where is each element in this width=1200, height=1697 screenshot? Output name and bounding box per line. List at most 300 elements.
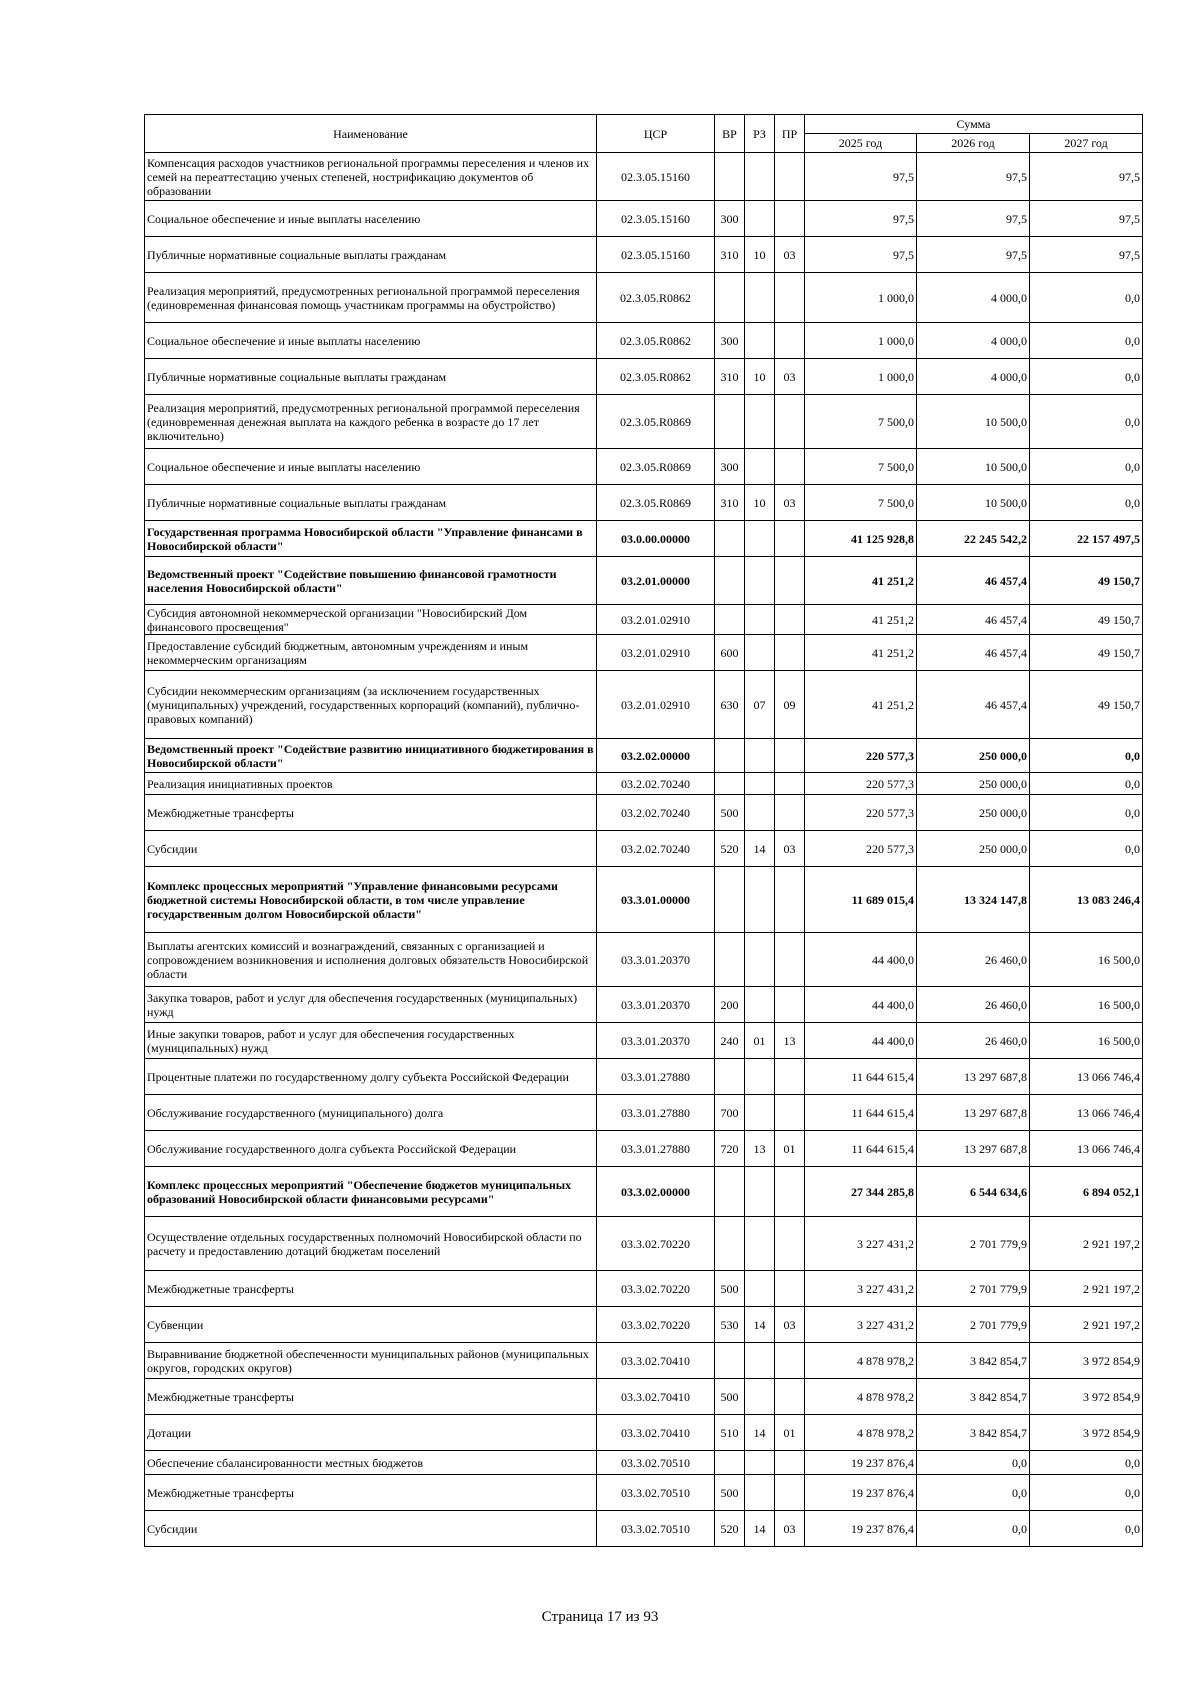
cell-vr <box>715 605 745 635</box>
cell-vr <box>715 739 745 773</box>
cell-vr: 520 <box>715 831 745 867</box>
cell-sum-2026: 26 460,0 <box>917 1023 1030 1059</box>
cell-sum-2025: 11 644 615,4 <box>805 1059 917 1095</box>
cell-sum-2027: 2 921 197,2 <box>1030 1217 1143 1271</box>
cell-name: Обслуживание государственного долга субъекта Российской Федерации <box>145 1131 597 1167</box>
cell-pr <box>775 795 805 831</box>
cell-vr <box>715 933 745 987</box>
cell-sum-2025: 1 000,0 <box>805 323 917 359</box>
cell-name: Субвенции <box>145 1307 597 1343</box>
cell-rz <box>745 1217 775 1271</box>
cell-pr <box>775 323 805 359</box>
header-year-2026: 2026 год <box>917 134 1030 153</box>
cell-vr <box>715 273 745 323</box>
cell-csr: 02.3.05.15160 <box>597 153 715 201</box>
cell-csr: 03.3.02.00000 <box>597 1167 715 1217</box>
cell-pr: 03 <box>775 485 805 521</box>
cell-sum-2025: 11 689 015,4 <box>805 867 917 933</box>
cell-rz: 13 <box>745 1131 775 1167</box>
cell-vr: 300 <box>715 201 745 237</box>
table-row <box>145 201 1143 237</box>
table-row <box>145 1307 1143 1343</box>
cell-csr: 02.3.05.R0869 <box>597 485 715 521</box>
cell-name: Субсидия автономной некоммерческой организации "Новосибирский Дом финансового просвещения" <box>145 605 597 635</box>
table-header <box>145 115 1143 153</box>
cell-csr: 02.3.05.R0862 <box>597 359 715 395</box>
table-row <box>145 485 1143 521</box>
header-vr: ВР <box>715 115 745 153</box>
table-row <box>145 933 1143 987</box>
table-row <box>145 671 1143 739</box>
cell-name: Процентные платежи по государственному долгу субъекта Российской Федерации <box>145 1059 597 1095</box>
cell-sum-2026: 10 500,0 <box>917 485 1030 521</box>
cell-rz <box>745 933 775 987</box>
cell-sum-2026: 4 000,0 <box>917 359 1030 395</box>
cell-pr <box>775 1271 805 1307</box>
table-row <box>145 1059 1143 1095</box>
cell-sum-2025: 41 251,2 <box>805 605 917 635</box>
cell-sum-2027: 0,0 <box>1030 831 1143 867</box>
cell-rz <box>745 1271 775 1307</box>
cell-vr: 310 <box>715 237 745 273</box>
cell-sum-2026: 6 544 634,6 <box>917 1167 1030 1217</box>
table-row <box>145 449 1143 485</box>
cell-rz <box>745 1343 775 1379</box>
cell-name: Публичные нормативные социальные выплаты гражданам <box>145 485 597 521</box>
table-row <box>145 1379 1143 1415</box>
cell-pr: 01 <box>775 1131 805 1167</box>
cell-sum-2025: 4 878 978,2 <box>805 1379 917 1415</box>
cell-sum-2027: 16 500,0 <box>1030 933 1143 987</box>
table-row <box>145 1343 1143 1379</box>
cell-name: Социальное обеспечение и иные выплаты населению <box>145 449 597 485</box>
cell-sum-2026: 97,5 <box>917 201 1030 237</box>
cell-pr <box>775 605 805 635</box>
cell-name: Субсидии <box>145 831 597 867</box>
cell-vr <box>715 153 745 201</box>
cell-name: Межбюджетные трансферты <box>145 1271 597 1307</box>
cell-sum-2026: 3 842 854,7 <box>917 1415 1030 1451</box>
cell-name: Субсидии <box>145 1511 597 1547</box>
cell-pr: 01 <box>775 1415 805 1451</box>
cell-csr: 03.3.01.20370 <box>597 1023 715 1059</box>
cell-pr <box>775 933 805 987</box>
cell-name: Выплаты агентских комиссий и вознаграждений, связанных с организацией и сопровождением возникновения и исполнения долговых обязательств Новосибирской области <box>145 933 597 987</box>
cell-sum-2027: 49 150,7 <box>1030 557 1143 605</box>
cell-csr: 03.2.01.02910 <box>597 671 715 739</box>
cell-sum-2027: 0,0 <box>1030 485 1143 521</box>
table-row <box>145 987 1143 1023</box>
cell-sum-2025: 19 237 876,4 <box>805 1475 917 1511</box>
cell-pr: 13 <box>775 1023 805 1059</box>
table-row <box>145 867 1143 933</box>
cell-name: Государственная программа Новосибирской области "Управление финансами в Новосибирской области" <box>145 521 597 557</box>
cell-sum-2026: 250 000,0 <box>917 773 1030 795</box>
cell-vr: 510 <box>715 1415 745 1451</box>
cell-csr: 02.3.05.15160 <box>597 201 715 237</box>
cell-sum-2026: 2 701 779,9 <box>917 1217 1030 1271</box>
header-pr: ПР <box>775 115 805 153</box>
table-row <box>145 323 1143 359</box>
table-row <box>145 237 1143 273</box>
cell-sum-2027: 97,5 <box>1030 237 1143 273</box>
cell-name: Реализация инициативных проектов <box>145 773 597 795</box>
cell-sum-2027: 3 972 854,9 <box>1030 1379 1143 1415</box>
cell-sum-2025: 41 125 928,8 <box>805 521 917 557</box>
cell-sum-2026: 3 842 854,7 <box>917 1343 1030 1379</box>
cell-pr <box>775 987 805 1023</box>
cell-pr <box>775 867 805 933</box>
cell-sum-2025: 44 400,0 <box>805 987 917 1023</box>
cell-csr: 03.3.02.70220 <box>597 1307 715 1343</box>
cell-sum-2025: 27 344 285,8 <box>805 1167 917 1217</box>
cell-sum-2027: 13 066 746,4 <box>1030 1095 1143 1131</box>
cell-name: Закупка товаров, работ и услуг для обеспечения государственных (муниципальных) нужд <box>145 987 597 1023</box>
cell-sum-2025: 1 000,0 <box>805 273 917 323</box>
header-csr: ЦСР <box>597 115 715 153</box>
cell-rz: 07 <box>745 671 775 739</box>
cell-vr: 300 <box>715 449 745 485</box>
cell-pr <box>775 449 805 485</box>
cell-pr <box>775 395 805 449</box>
cell-vr <box>715 1217 745 1271</box>
table-row <box>145 1415 1143 1451</box>
cell-vr <box>715 521 745 557</box>
cell-sum-2025: 11 644 615,4 <box>805 1095 917 1131</box>
cell-sum-2027: 0,0 <box>1030 395 1143 449</box>
cell-csr: 03.3.01.00000 <box>597 867 715 933</box>
cell-vr: 300 <box>715 323 745 359</box>
cell-name: Публичные нормативные социальные выплаты гражданам <box>145 237 597 273</box>
cell-name: Комплекс процессных мероприятий "Управление финансовыми ресурсами бюджетной системы Новосибирской области, в том числе управление государственным долгом Новосибирской области" <box>145 867 597 933</box>
cell-rz: 01 <box>745 1023 775 1059</box>
cell-pr <box>775 1475 805 1511</box>
cell-rz <box>745 987 775 1023</box>
cell-sum-2025: 97,5 <box>805 237 917 273</box>
cell-sum-2027: 0,0 <box>1030 323 1143 359</box>
header-year-2025: 2025 год <box>805 134 917 153</box>
cell-sum-2025: 19 237 876,4 <box>805 1451 917 1475</box>
table-row <box>145 635 1143 671</box>
cell-name: Реализация мероприятий, предусмотренных региональной программой переселения (единовременная денежная выплата на каждого ребенка в возрасте до 17 лет включительно) <box>145 395 597 449</box>
cell-vr <box>715 1167 745 1217</box>
cell-sum-2025: 19 237 876,4 <box>805 1511 917 1547</box>
cell-name: Субсидии некоммерческим организациям (за исключением государственных (муниципальных) учреждений, государственных корпораций (компаний), публично-правовых компаний) <box>145 671 597 739</box>
cell-pr <box>775 1217 805 1271</box>
cell-sum-2025: 220 577,3 <box>805 773 917 795</box>
cell-name: Реализация мероприятий, предусмотренных региональной программой переселения (единовременная финансовая помощь участникам программы на обустройство) <box>145 273 597 323</box>
cell-pr: 09 <box>775 671 805 739</box>
header-name: Наименование <box>145 115 597 153</box>
budget-table <box>144 114 1143 1547</box>
cell-vr: 520 <box>715 1511 745 1547</box>
cell-sum-2026: 26 460,0 <box>917 987 1030 1023</box>
cell-csr: 03.2.01.02910 <box>597 635 715 671</box>
cell-sum-2027: 13 066 746,4 <box>1030 1131 1143 1167</box>
cell-sum-2026: 46 457,4 <box>917 671 1030 739</box>
cell-sum-2026: 4 000,0 <box>917 273 1030 323</box>
cell-sum-2027: 49 150,7 <box>1030 635 1143 671</box>
cell-sum-2027: 0,0 <box>1030 449 1143 485</box>
cell-rz <box>745 521 775 557</box>
cell-name: Выравнивание бюджетной обеспеченности муниципальных районов (муниципальных округов, городских округов) <box>145 1343 597 1379</box>
cell-sum-2026: 0,0 <box>917 1475 1030 1511</box>
cell-sum-2025: 3 227 431,2 <box>805 1307 917 1343</box>
table-row <box>145 739 1143 773</box>
table-row <box>145 395 1143 449</box>
cell-sum-2025: 11 644 615,4 <box>805 1131 917 1167</box>
table-row <box>145 831 1143 867</box>
cell-sum-2025: 3 227 431,2 <box>805 1217 917 1271</box>
cell-csr: 03.2.02.00000 <box>597 739 715 773</box>
table-row <box>145 1167 1143 1217</box>
cell-csr: 02.3.05.15160 <box>597 237 715 273</box>
cell-sum-2026: 26 460,0 <box>917 933 1030 987</box>
cell-name: Публичные нормативные социальные выплаты гражданам <box>145 359 597 395</box>
cell-sum-2025: 7 500,0 <box>805 485 917 521</box>
cell-pr <box>775 521 805 557</box>
cell-pr <box>775 153 805 201</box>
cell-csr: 03.3.02.70410 <box>597 1343 715 1379</box>
cell-vr: 700 <box>715 1095 745 1131</box>
page-number: Страница 17 из 93 <box>541 1609 659 1625</box>
cell-sum-2025: 97,5 <box>805 201 917 237</box>
cell-sum-2027: 6 894 052,1 <box>1030 1167 1143 1217</box>
cell-csr: 03.2.02.70240 <box>597 795 715 831</box>
cell-sum-2026: 13 324 147,8 <box>917 867 1030 933</box>
cell-rz: 14 <box>745 831 775 867</box>
cell-sum-2025: 44 400,0 <box>805 1023 917 1059</box>
cell-sum-2027: 97,5 <box>1030 153 1143 201</box>
cell-csr: 03.0.00.00000 <box>597 521 715 557</box>
cell-vr: 200 <box>715 987 745 1023</box>
cell-sum-2027: 2 921 197,2 <box>1030 1271 1143 1307</box>
cell-name: Межбюджетные трансферты <box>145 795 597 831</box>
cell-name: Предоставление субсидий бюджетным, автономным учреждениям и иным некоммерческим организациям <box>145 635 597 671</box>
cell-sum-2026: 97,5 <box>917 237 1030 273</box>
cell-pr <box>775 1343 805 1379</box>
cell-sum-2026: 0,0 <box>917 1511 1030 1547</box>
cell-pr <box>775 1379 805 1415</box>
cell-rz <box>745 1379 775 1415</box>
cell-vr: 240 <box>715 1023 745 1059</box>
table-row <box>145 359 1143 395</box>
cell-rz <box>745 1059 775 1095</box>
cell-rz <box>745 795 775 831</box>
cell-csr: 02.3.05.R0869 <box>597 449 715 485</box>
table-row <box>145 1271 1143 1307</box>
cell-vr <box>715 773 745 795</box>
cell-sum-2025: 41 251,2 <box>805 671 917 739</box>
cell-sum-2025: 97,5 <box>805 153 917 201</box>
cell-vr: 600 <box>715 635 745 671</box>
cell-rz <box>745 867 775 933</box>
cell-vr: 310 <box>715 485 745 521</box>
cell-sum-2027: 0,0 <box>1030 1451 1143 1475</box>
cell-csr: 03.3.02.70510 <box>597 1511 715 1547</box>
cell-vr: 720 <box>715 1131 745 1167</box>
cell-vr <box>715 1343 745 1379</box>
cell-rz <box>745 1475 775 1511</box>
cell-vr: 500 <box>715 1379 745 1415</box>
cell-name: Межбюджетные трансферты <box>145 1379 597 1415</box>
cell-sum-2026: 13 297 687,8 <box>917 1131 1030 1167</box>
cell-pr <box>775 1167 805 1217</box>
cell-sum-2025: 44 400,0 <box>805 933 917 987</box>
cell-pr: 03 <box>775 237 805 273</box>
cell-pr <box>775 1095 805 1131</box>
cell-sum-2026: 250 000,0 <box>917 795 1030 831</box>
cell-rz <box>745 273 775 323</box>
cell-name: Осуществление отдельных государственных полномочий Новосибирской области по расчету и предоставлению дотаций бюджетам поселений <box>145 1217 597 1271</box>
cell-csr: 02.3.05.R0862 <box>597 273 715 323</box>
cell-sum-2026: 22 245 542,2 <box>917 521 1030 557</box>
table-row <box>145 605 1143 635</box>
table-row <box>145 1475 1143 1511</box>
cell-name: Комплекс процессных мероприятий "Обеспечение бюджетов муниципальных образований Новосибирской области финансовыми ресурсами" <box>145 1167 597 1217</box>
cell-pr <box>775 557 805 605</box>
cell-rz <box>745 557 775 605</box>
cell-sum-2026: 97,5 <box>917 153 1030 201</box>
cell-sum-2027: 13 083 246,4 <box>1030 867 1143 933</box>
cell-sum-2027: 3 972 854,9 <box>1030 1343 1143 1379</box>
cell-rz <box>745 201 775 237</box>
cell-sum-2026: 250 000,0 <box>917 831 1030 867</box>
cell-sum-2027: 0,0 <box>1030 739 1143 773</box>
cell-rz <box>745 739 775 773</box>
cell-csr: 03.2.01.02910 <box>597 605 715 635</box>
cell-sum-2027: 2 921 197,2 <box>1030 1307 1143 1343</box>
cell-sum-2026: 4 000,0 <box>917 323 1030 359</box>
cell-sum-2025: 220 577,3 <box>805 831 917 867</box>
cell-vr: 530 <box>715 1307 745 1343</box>
cell-sum-2027: 0,0 <box>1030 773 1143 795</box>
cell-sum-2025: 220 577,3 <box>805 739 917 773</box>
cell-sum-2025: 7 500,0 <box>805 449 917 485</box>
cell-pr: 03 <box>775 1307 805 1343</box>
cell-sum-2025: 4 878 978,2 <box>805 1343 917 1379</box>
cell-csr: 02.3.05.R0862 <box>597 323 715 359</box>
cell-rz <box>745 449 775 485</box>
cell-vr <box>715 1451 745 1475</box>
table-row <box>145 1217 1143 1271</box>
cell-csr: 03.3.02.70220 <box>597 1217 715 1271</box>
cell-vr <box>715 1059 745 1095</box>
cell-sum-2027: 0,0 <box>1030 1511 1143 1547</box>
cell-rz <box>745 773 775 795</box>
table-row <box>145 273 1143 323</box>
cell-sum-2026: 46 457,4 <box>917 605 1030 635</box>
cell-rz <box>745 395 775 449</box>
cell-sum-2026: 10 500,0 <box>917 449 1030 485</box>
cell-pr <box>775 635 805 671</box>
cell-rz <box>745 605 775 635</box>
cell-sum-2025: 220 577,3 <box>805 795 917 831</box>
cell-name: Ведомственный проект "Содействие повышению финансовой грамотности населения Новосибирской области" <box>145 557 597 605</box>
cell-name: Социальное обеспечение и иные выплаты населению <box>145 323 597 359</box>
cell-sum-2027: 0,0 <box>1030 795 1143 831</box>
cell-sum-2025: 7 500,0 <box>805 395 917 449</box>
cell-sum-2026: 46 457,4 <box>917 635 1030 671</box>
cell-sum-2027: 3 972 854,9 <box>1030 1415 1143 1451</box>
cell-rz: 14 <box>745 1307 775 1343</box>
cell-rz: 10 <box>745 237 775 273</box>
cell-pr <box>775 1451 805 1475</box>
cell-vr: 500 <box>715 795 745 831</box>
cell-pr <box>775 1059 805 1095</box>
cell-sum-2026: 0,0 <box>917 1451 1030 1475</box>
cell-pr: 03 <box>775 831 805 867</box>
table-row <box>145 1511 1143 1547</box>
header-year-2027: 2027 год <box>1030 134 1143 153</box>
table-row <box>145 1131 1143 1167</box>
cell-pr: 03 <box>775 359 805 395</box>
cell-sum-2026: 10 500,0 <box>917 395 1030 449</box>
cell-name: Иные закупки товаров, работ и услуг для обеспечения государственных (муниципальных) нужд <box>145 1023 597 1059</box>
cell-rz <box>745 1451 775 1475</box>
cell-pr <box>775 773 805 795</box>
cell-sum-2027: 97,5 <box>1030 201 1143 237</box>
cell-sum-2027: 0,0 <box>1030 1475 1143 1511</box>
cell-rz: 10 <box>745 359 775 395</box>
cell-sum-2025: 3 227 431,2 <box>805 1271 917 1307</box>
cell-csr: 03.3.02.70510 <box>597 1451 715 1475</box>
table-row <box>145 521 1143 557</box>
cell-pr: 03 <box>775 1511 805 1547</box>
cell-rz: 14 <box>745 1511 775 1547</box>
cell-sum-2026: 46 457,4 <box>917 557 1030 605</box>
cell-sum-2027: 22 157 497,5 <box>1030 521 1143 557</box>
header-sum: Сумма <box>805 115 1143 134</box>
cell-sum-2026: 13 297 687,8 <box>917 1095 1030 1131</box>
cell-csr: 03.3.02.70220 <box>597 1271 715 1307</box>
cell-rz: 14 <box>745 1415 775 1451</box>
cell-pr <box>775 273 805 323</box>
cell-sum-2027: 16 500,0 <box>1030 987 1143 1023</box>
cell-rz <box>745 1167 775 1217</box>
cell-csr: 03.3.01.20370 <box>597 987 715 1023</box>
cell-sum-2027: 16 500,0 <box>1030 1023 1143 1059</box>
cell-vr <box>715 395 745 449</box>
cell-name: Обеспечение сбалансированности местных бюджетов <box>145 1451 597 1475</box>
cell-csr: 03.3.01.27880 <box>597 1059 715 1095</box>
table-row <box>145 1451 1143 1475</box>
cell-vr <box>715 867 745 933</box>
table-row <box>145 1095 1143 1131</box>
table-body <box>145 153 1143 1547</box>
cell-csr: 03.3.02.70510 <box>597 1475 715 1511</box>
cell-vr <box>715 557 745 605</box>
cell-csr: 03.2.01.00000 <box>597 557 715 605</box>
cell-csr: 03.2.02.70240 <box>597 773 715 795</box>
cell-csr: 03.2.02.70240 <box>597 831 715 867</box>
cell-name: Обслуживание государственного (муниципального) долга <box>145 1095 597 1131</box>
cell-rz <box>745 635 775 671</box>
cell-sum-2027: 0,0 <box>1030 359 1143 395</box>
cell-rz <box>745 1095 775 1131</box>
cell-rz <box>745 323 775 359</box>
cell-name: Ведомственный проект "Содействие развитию инициативного бюджетирования в Новосибирской области" <box>145 739 597 773</box>
table-row <box>145 795 1143 831</box>
cell-sum-2026: 2 701 779,9 <box>917 1271 1030 1307</box>
cell-sum-2026: 13 297 687,8 <box>917 1059 1030 1095</box>
header-rz: РЗ <box>745 115 775 153</box>
table-row <box>145 773 1143 795</box>
cell-csr: 03.3.01.20370 <box>597 933 715 987</box>
cell-sum-2026: 2 701 779,9 <box>917 1307 1030 1343</box>
cell-name: Дотации <box>145 1415 597 1451</box>
cell-csr: 03.3.01.27880 <box>597 1131 715 1167</box>
